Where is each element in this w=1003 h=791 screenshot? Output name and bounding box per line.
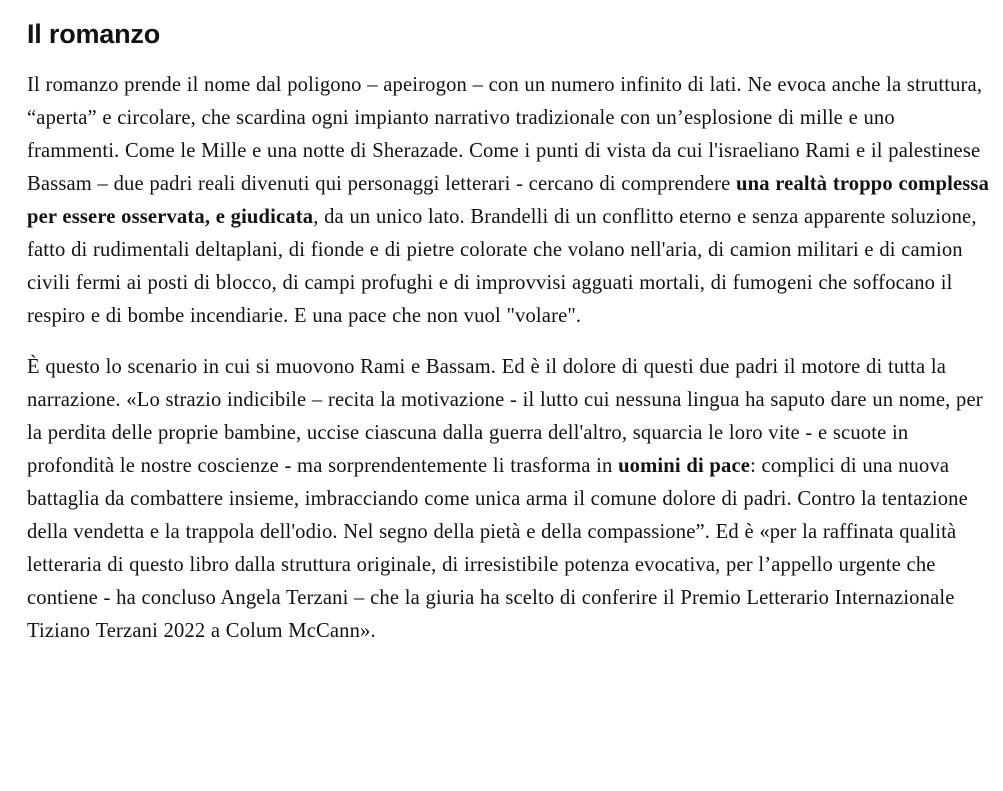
paragraph-2 bbox=[27, 351, 992, 648]
paragraph-2-bold-highlight: uomini di pace bbox=[618, 455, 751, 477]
paragraph-2-text-a: È questo lo scenario in cui si muovono Rami e Bassam. Ed è il dolore di questi due padri il motore di tutta la narrazione. «Lo strazio indicibile – recita la motivazione - il lutto cui nessuna lingua ha saputo dare un nome, per la perdita delle proprie bambine, uccise ciascuna dalla guerra dell'altro, squarcia le loro vite - e scuote in profondità le nostre coscienze - ma sorprendentemente li trasforma in bbox=[27, 356, 983, 477]
paragraph-2-text-b: : complici di una nuova battaglia da combattere insieme, imbracciando come unica arma il comune dolore di padri. Contro la tentazione della vendetta e la trappola dell'odio. Nel segno della pietà e della compassione”. Ed è «per la raffinata qualità letteraria di questo libro dalla struttura originale, di irresistibile potenza evocativa, per l’appello urgente che contiene - ha concluso Angela Terzani – che la giuria ha scelto di conferire il Premio Letterario Internazionale Tiziano Terzani 2022 a Colum McCann». bbox=[27, 455, 968, 642]
paragraph-1-bold-highlight: una realtà troppo complessa per essere osservata, e giudicata bbox=[27, 173, 990, 228]
paragraph-1 bbox=[27, 69, 992, 333]
paragraph-1-text-a: Il romanzo prende il nome dal poligono – apeirogon – con un numero infinito di lati. Ne evoca anche la struttura, “aperta” e circolare, che scardina ogni impianto narrativo tradizionale con un’esplosione di mille e uno frammenti. Come le Mille e una notte di Sherazade. Come i punti di vista da cui l'israeliano Rami e il palestinese Bassam – due padri reali divenuti qui personaggi letterari - cercano di comprendere bbox=[27, 74, 983, 195]
paragraph-1-text-b: , da un unico lato. Brandelli di un conflitto eterno e senza apparente soluzione, fatto di rudimentali deltaplani, di fionde e di pietre colorate che volano nell'aria, di camion militari e di camion civili fermi ai posti di blocco, di campi profughi e di improvvisi agguati mortali, di fumogeni che soffocano il respiro e di bombe incendiarie. E una pace che non vuol "volare". bbox=[27, 206, 977, 327]
section-title: Il romanzo bbox=[27, 19, 161, 49]
article-body bbox=[27, 0, 992, 648]
